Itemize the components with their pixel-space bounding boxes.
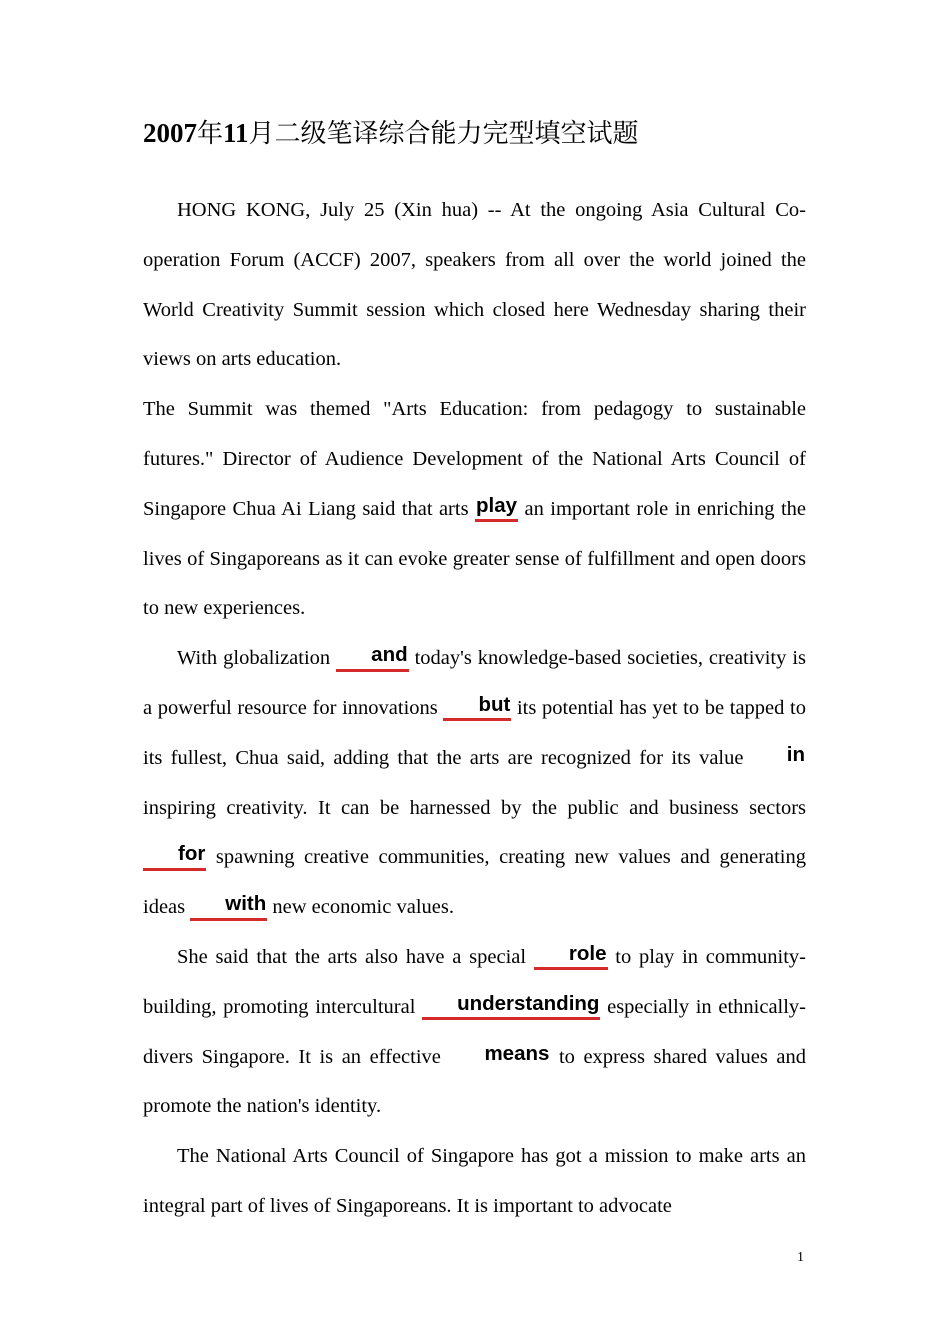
paragraph-3 — [143, 634, 806, 933]
p4-text-c: especially in ethnically-divers Singapore. It is an effective — [143, 995, 807, 1068]
page-number: 1 — [797, 1250, 804, 1265]
title-year: 2007 — [143, 118, 197, 148]
page-title — [143, 113, 843, 150]
p3-text-b: today's knowledge-based societies, creativity is a powerful resource for innovations — [143, 647, 806, 719]
answer-and: and — [336, 645, 408, 672]
answer-role: role — [534, 944, 608, 971]
answer-understanding: understanding — [422, 994, 600, 1021]
paragraph-5: The National Arts Council of Singapore has got a mission to make arts an integral part of lives of Singaporeans. It is important to advocate — [143, 1145, 806, 1217]
p3-text-f: new economic values. — [272, 896, 454, 919]
answer-means: means — [484, 1041, 550, 1065]
p2-text-b: an important role in enriching the lives of Singaporeans as it can evoke greater sense of fulfillment and open doors to new experiences. — [143, 497, 806, 620]
p3-text-e: spawning creative communities, creating new values and generating ideas — [143, 846, 807, 919]
answer-for: for — [143, 844, 206, 871]
answer-with: with — [190, 894, 267, 921]
paragraph-4 — [143, 933, 806, 1132]
p4-text-a: She said that the arts also have a special — [177, 945, 527, 968]
answer-in: in — [786, 742, 805, 766]
article-body — [143, 186, 806, 1232]
p4-text-b: to play in community-building, promoting intercultural — [143, 945, 807, 1018]
p3-text-c: its potential has yet to be tapped to its fullest, Chua said, adding that the arts are recognized for its value — [143, 696, 806, 769]
title-nian: 年 — [197, 119, 224, 149]
answer-but: but — [443, 695, 511, 722]
p3-text-d: inspiring creativity. It can be harnessed by the public and business sectors — [143, 796, 806, 819]
p3-text-a: With globalization — [177, 647, 331, 670]
answer-play: play — [475, 496, 518, 523]
p4-text-d: to express shared values and promote the nation's identity. — [143, 1045, 807, 1118]
title-rest: 月二级笔译综合能力完型填空试题 — [248, 119, 639, 149]
paragraph-2 — [143, 385, 806, 634]
title-month: 11 — [223, 118, 249, 148]
paragraph-1: HONG KONG, July 25 (Xin hua) -- At the ongoing Asia Cultural Co-operation Forum (ACCF) 2007, speakers from all over the world joined the World Creativity Summit session which closed here Wednesday sharing their views on arts education. — [143, 199, 806, 371]
p2-text-a: The Summit was themed "Arts Education: from pedagogy to sustainable futures." Director of Audience Development of the National Arts Council of Singapore Chua Ai Liang said that arts — [143, 398, 806, 520]
